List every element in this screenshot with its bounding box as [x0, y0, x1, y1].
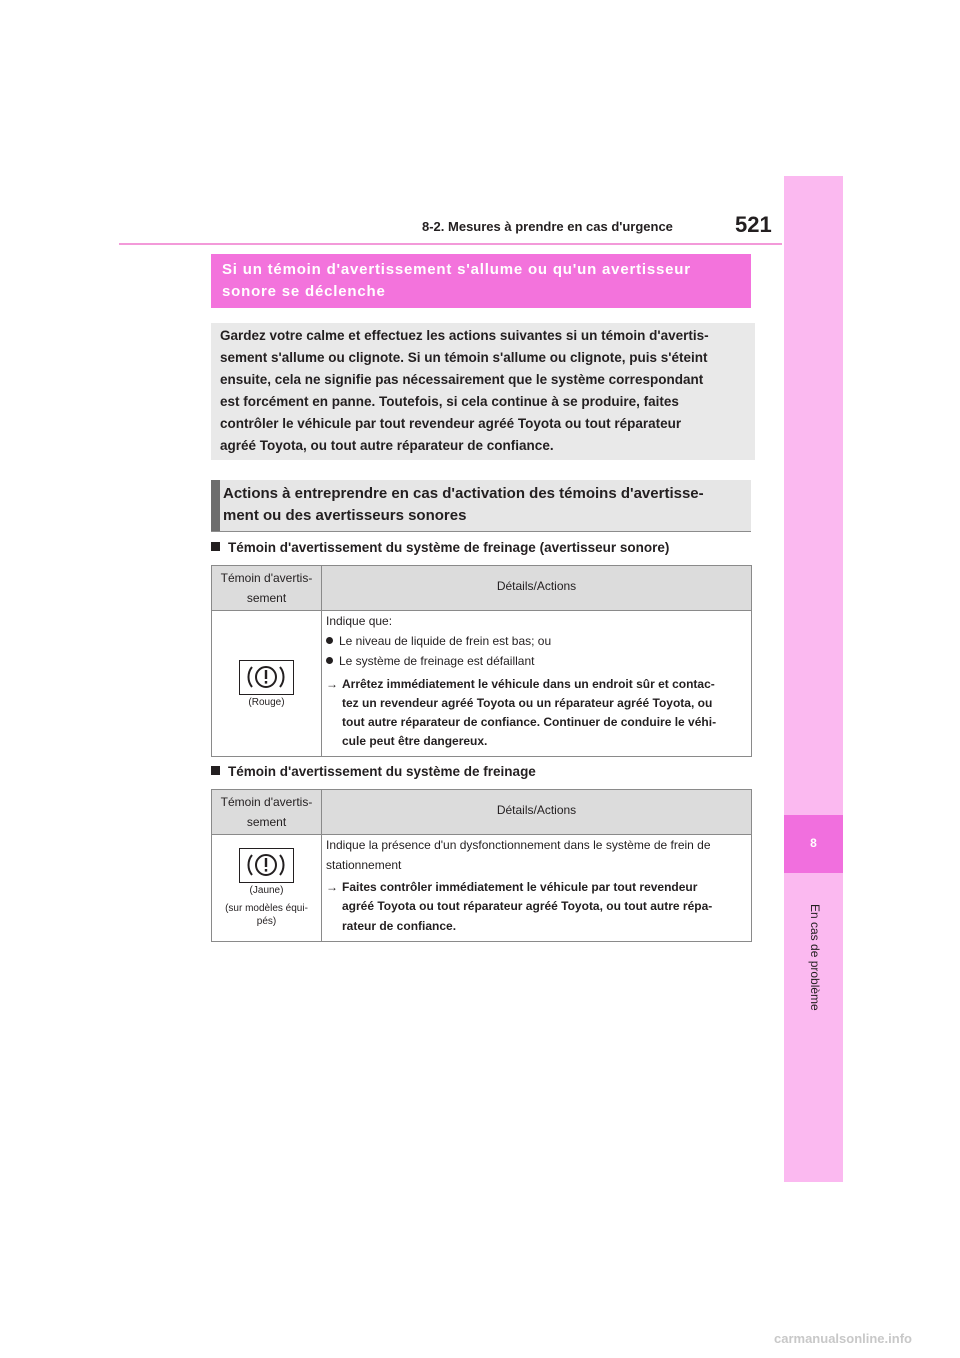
title-line-1: Si un témoin d'avertissement s'allume ou qu'un avertisseur: [222, 261, 691, 278]
subheading-brake-warning-buzzer: Témoin d'avertissement du système de freinage (avertisseur sonore): [211, 540, 669, 555]
details-line: Indique la présence d'un dysfonctionnement dans le système de frein de: [326, 838, 711, 852]
header-col-warning-light: Témoin d'avertis- sement: [220, 571, 313, 605]
intro-box: [211, 323, 755, 460]
action-line: agréé Toyota ou tout réparateur agréé Toyota, ou tout autre répa-: [342, 899, 713, 913]
subheading-brake-warning: Témoin d'avertissement du système de freinage: [211, 764, 536, 779]
icon-caption: (Rouge): [248, 697, 285, 708]
table-brake-warning-buzzer: [211, 565, 752, 757]
bullet-icon: [326, 657, 333, 664]
title-box: [211, 254, 751, 308]
watermark: carmanualsonline.info: [774, 1331, 912, 1346]
intro-line: ensuite, cela ne signifie pas nécessairement que le système correspondant: [220, 372, 704, 387]
intro-line: est forcément en panne. Toutefois, si cela continue à se produire, faites: [220, 394, 679, 409]
column-divider: [321, 790, 322, 941]
action-line: Arrêtez immédiatement le véhicule dans un endroit sûr et contac-: [342, 677, 715, 691]
icon-caption: pés): [256, 916, 277, 927]
page-number: 521: [735, 212, 772, 237]
column-divider: [321, 566, 322, 756]
icon-caption: (Jaune): [249, 885, 284, 896]
action-line: rateur de confiance.: [342, 919, 457, 933]
icon-caption: (sur modèles équi-: [225, 903, 308, 914]
bullet-icon: [326, 637, 333, 644]
header-col-details: Détails/Actions: [496, 579, 577, 593]
section-heading-line-1: Actions à entreprendre en cas d'activation des témoins d'avertisse-: [223, 485, 704, 502]
intro-line: agréé Toyota, ou tout autre réparateur de confiance.: [220, 438, 554, 453]
chapter-number: 8: [810, 836, 817, 850]
list-item: Le système de freinage est défaillant: [326, 654, 534, 668]
brake-warning-icon: [239, 848, 294, 883]
square-bullet-icon: [211, 542, 220, 551]
section-label: 8-2. Mesures à prendre en cas d'urgence: [422, 219, 673, 234]
list-item: Le niveau de liquide de frein est bas; ou: [326, 634, 551, 648]
square-bullet-icon: [211, 766, 220, 775]
action-line: Faites contrôler immédiatement le véhicule par tout revendeur: [342, 880, 698, 894]
arrow-icon: →: [326, 677, 338, 691]
details-intro: Indique que:: [326, 614, 393, 628]
arrow-icon: →: [326, 880, 338, 894]
section-heading-bar: [211, 480, 220, 531]
intro-line: Gardez votre calme et effectuez les actions suivantes si un témoin d'avertis-: [220, 328, 709, 343]
header-col-warning-light: Témoin d'avertis- sement: [220, 795, 313, 829]
chapter-side-tab: [784, 176, 843, 1182]
section-heading-line-2: ment ou des avertisseurs sonores: [223, 507, 467, 524]
brake-warning-icon: [239, 660, 294, 695]
section-heading: [211, 480, 751, 532]
action-line: tez un revendeur agréé Toyota ou un réparateur agréé Toyota, ou: [342, 696, 713, 710]
intro-line: sement s'allume ou clignote. Si un témoin s'allume ou clignote, puis s'éteint: [220, 350, 708, 365]
table-header: [212, 566, 751, 611]
intro-line: contrôler le véhicule par tout revendeur agréé Toyota ou tout réparateur: [220, 416, 682, 431]
action-line: tout autre réparateur de confiance. Continuer de conduire le véhi-: [342, 715, 717, 729]
header-rule: [119, 243, 782, 245]
details-line: stationnement: [326, 858, 402, 872]
header-col-details: Détails/Actions: [496, 803, 577, 817]
chapter-title: En cas de problème: [808, 904, 822, 1011]
table-brake-warning: [211, 789, 752, 942]
action-line: cule peut être dangereux.: [342, 734, 488, 748]
table-header: [212, 790, 751, 835]
title-line-2: sonore se déclenche: [222, 283, 386, 300]
